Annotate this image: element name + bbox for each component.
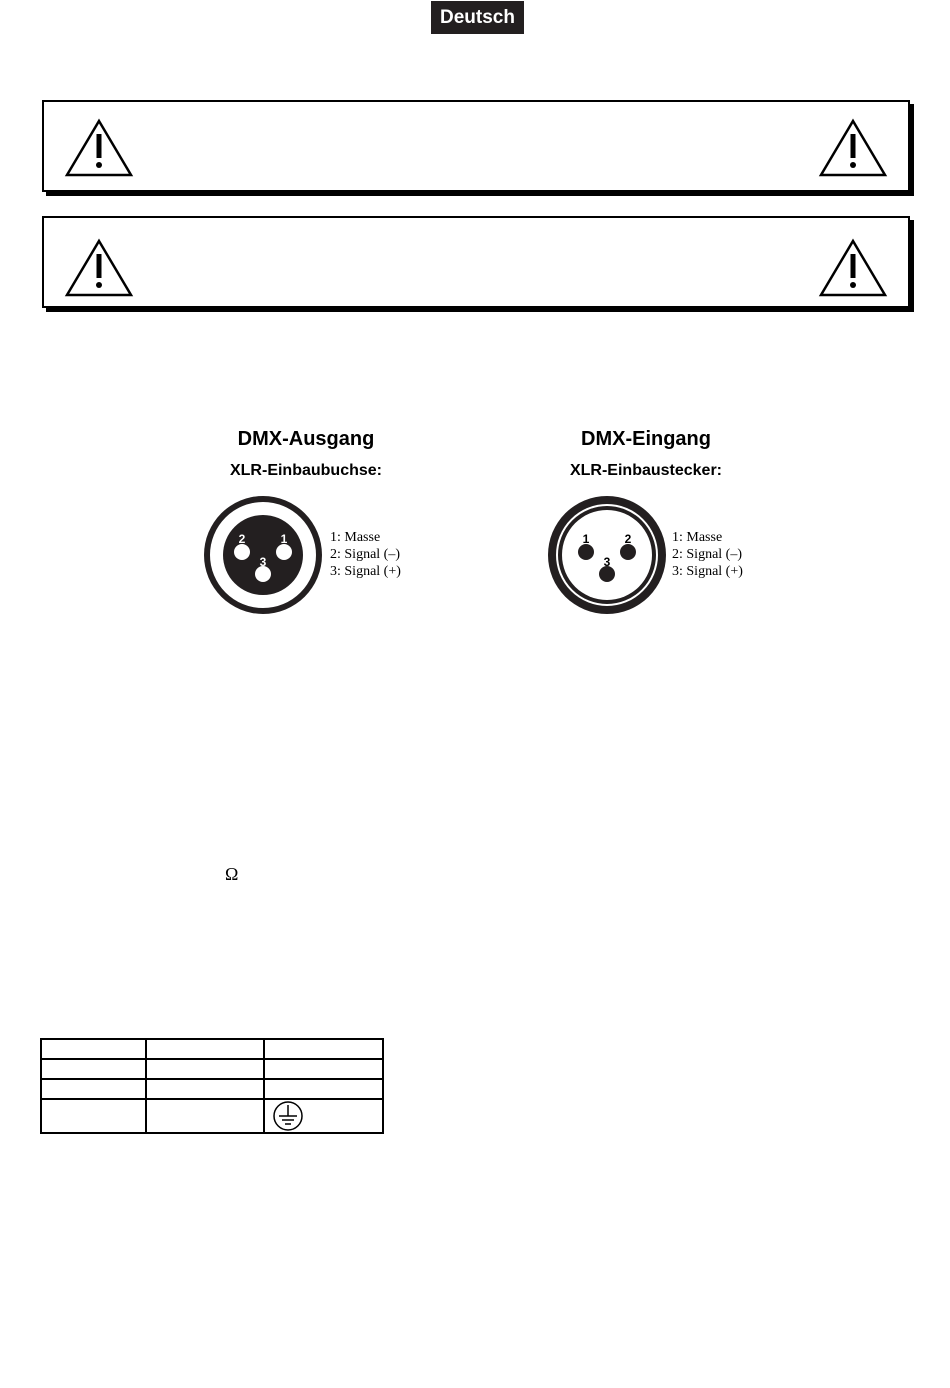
language-badge: Deutsch: [431, 1, 524, 34]
dmx-output-subtitle: XLR-Einbaubuchse:: [229, 462, 382, 479]
table-row: [41, 1079, 383, 1099]
table-row: [41, 1039, 383, 1059]
table-cell: [264, 1059, 383, 1079]
table-cell: [146, 1039, 264, 1059]
pin-number: 1: [582, 532, 590, 546]
pin-description: 3: Signal (+): [330, 564, 401, 579]
table-cell: [146, 1059, 264, 1079]
pin-description: 3: Signal (+): [672, 564, 743, 579]
table-cell: [146, 1079, 264, 1099]
warning-triangle-icon: [818, 238, 888, 298]
pin-description: 2: Signal (–): [330, 547, 400, 562]
table-cell: [264, 1099, 383, 1133]
dmx-input-pin-list: [672, 529, 743, 580]
dmx-input-subtitle: XLR-Einbaustecker:: [569, 462, 723, 479]
warning-triangle-icon: [818, 118, 888, 178]
table-cell: [264, 1039, 383, 1059]
xlr-male-plug-diagram: [546, 494, 668, 616]
warning-triangle-icon: [64, 118, 134, 178]
protective-earth-icon: [268, 1100, 308, 1132]
pin-number: 3: [603, 555, 611, 569]
table-cell: [41, 1039, 146, 1059]
pin-description: 1: Masse: [672, 530, 723, 545]
pin-description: 2: Signal (–): [672, 547, 742, 562]
pin-number: 3: [259, 555, 267, 569]
table-row: [41, 1059, 383, 1079]
dmx-output-title: DMX-Ausgang: [237, 428, 375, 450]
warning-box-2: [42, 216, 910, 308]
dmx-output-pin-list: [330, 529, 401, 580]
warning-triangle-icon: [64, 238, 134, 298]
pin-number: 1: [280, 532, 288, 546]
dmx-input-title: DMX-Eingang: [581, 428, 711, 450]
table-cell: [41, 1059, 146, 1079]
table-cell: [41, 1099, 146, 1133]
table-cell: [264, 1079, 383, 1099]
cable-connection-table: [40, 1038, 384, 1134]
pin-number: 2: [624, 532, 632, 546]
table-cell: [146, 1099, 264, 1133]
xlr-female-socket-diagram: [202, 494, 324, 616]
pin-number: 2: [238, 532, 246, 546]
table-row: [41, 1099, 383, 1133]
omega-symbol: Ω: [225, 864, 239, 884]
pin-description: 1: Masse: [330, 530, 381, 545]
warning-box-1: [42, 100, 910, 192]
table-cell: [41, 1079, 146, 1099]
